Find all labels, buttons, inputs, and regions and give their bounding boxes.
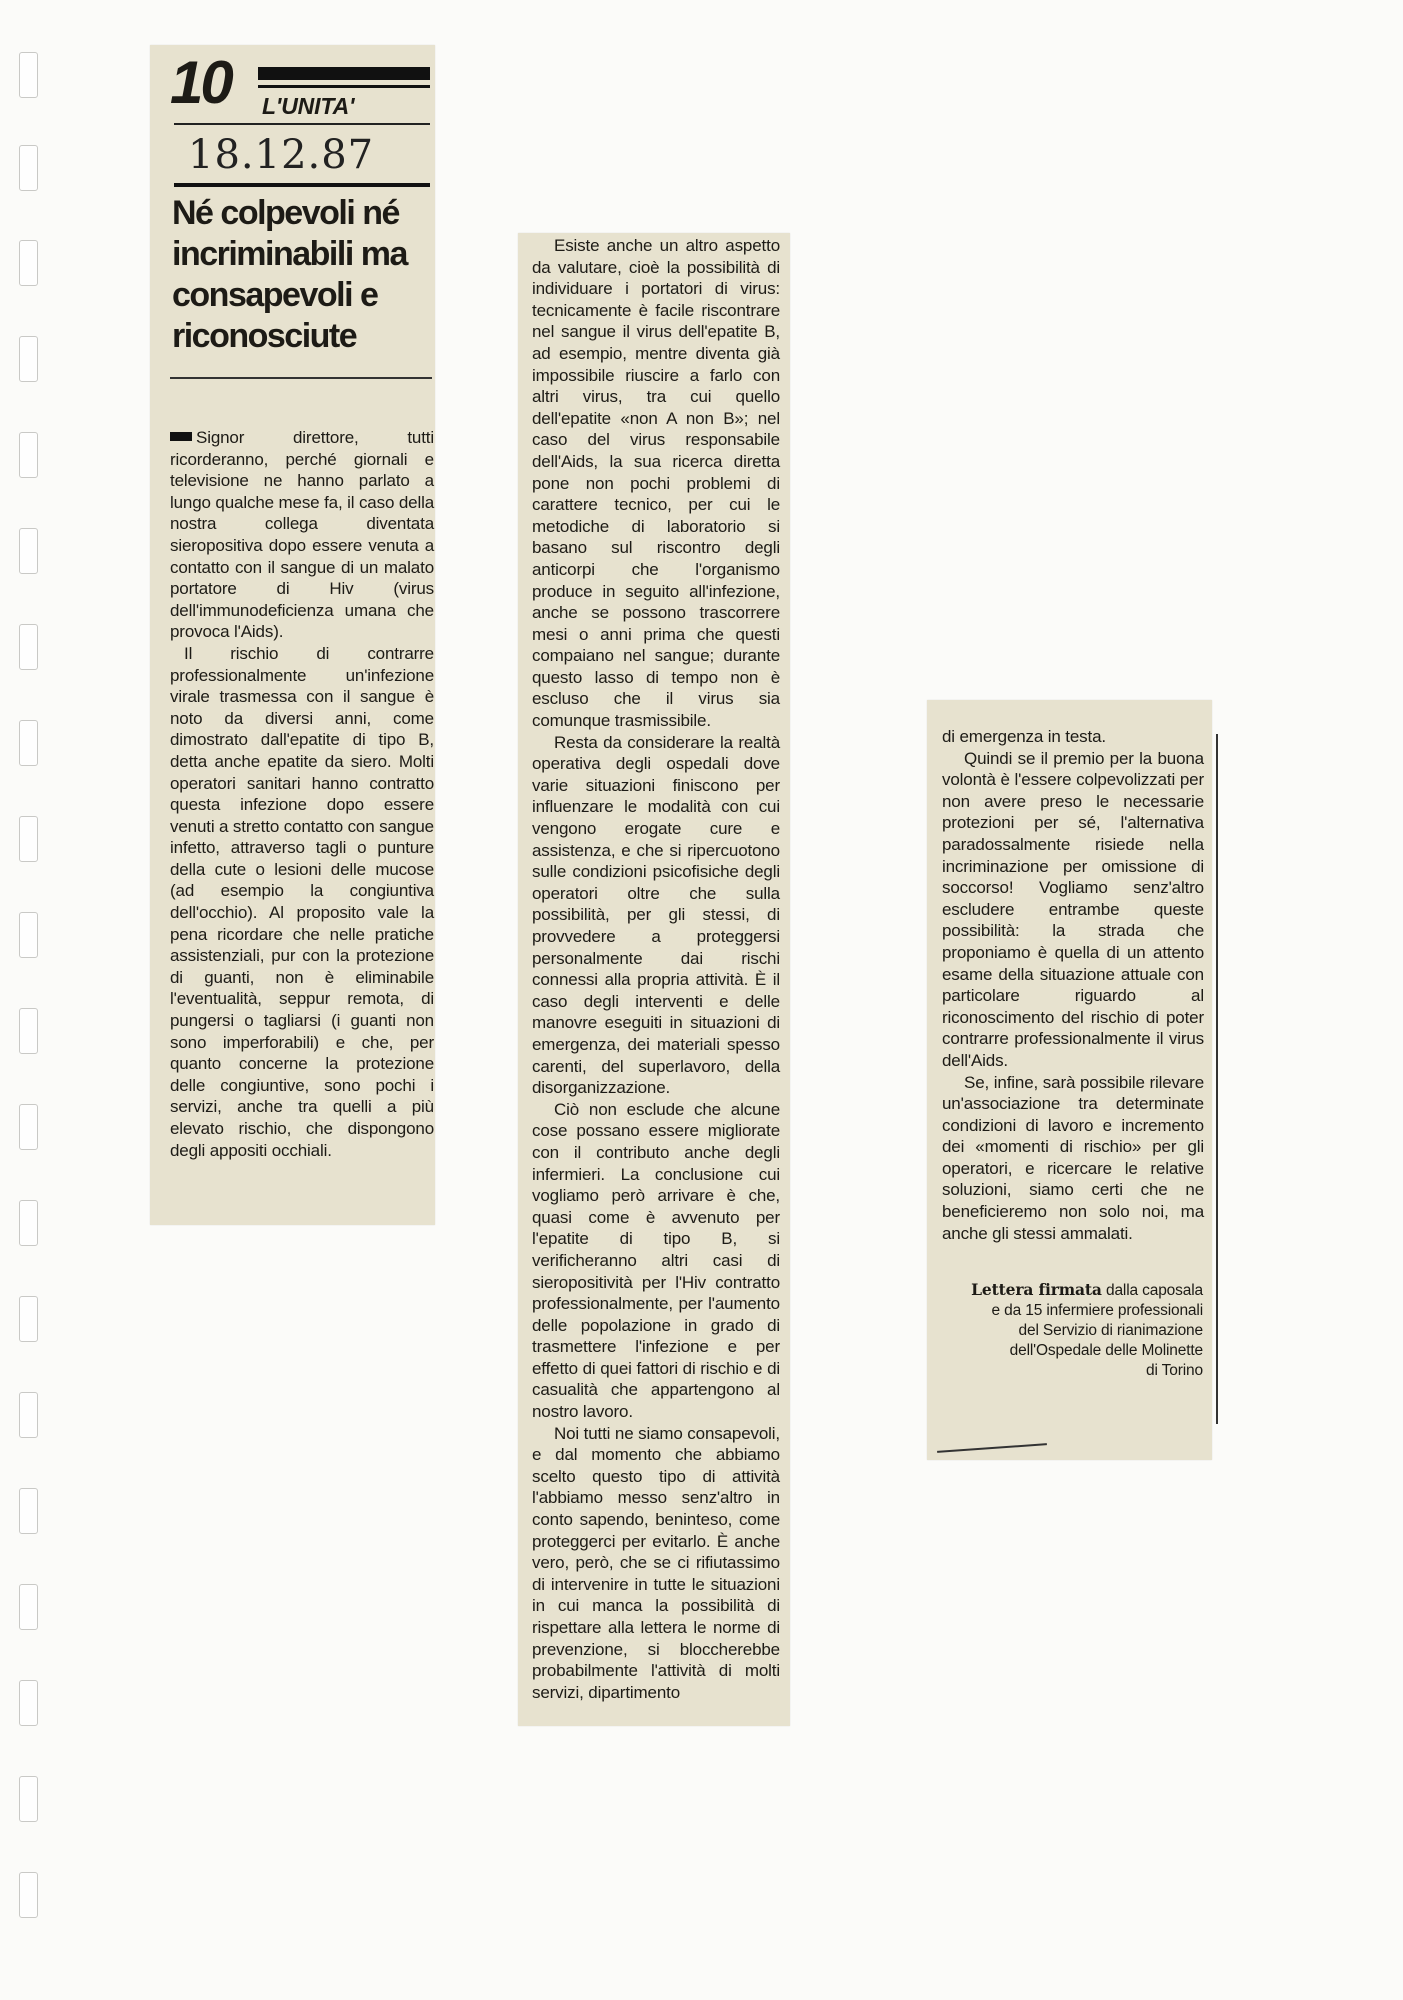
paragraph: Noi tutti ne siamo consapevoli, e dal momento che abbiamo scelto questo tipo di attività l'abbiamo messo senz'altro in conto sapendo, beninteso, come proteggerci per evitarlo. È anche vero, però, che se ci rifiutassimo di intervenire in tutte le situazioni in cui manca la possibilità di rispettare alla lettera le norme di prevenzione, si bloccherebbe probabilmente l'attività di molti servizi, dipartimento xyxy=(532,1423,780,1702)
divider xyxy=(174,183,430,187)
masthead-bar xyxy=(258,67,430,80)
page-number: 10 xyxy=(170,49,231,116)
binder-hole xyxy=(19,1872,38,1918)
binder-hole xyxy=(19,1776,38,1822)
signature-block xyxy=(927,1280,1203,1381)
signature-line: di Torino xyxy=(1146,1362,1203,1379)
masthead-rule xyxy=(258,85,430,88)
binder-hole xyxy=(19,1584,38,1630)
binder-hole xyxy=(19,1104,38,1150)
column-rule xyxy=(1216,734,1218,1424)
binder-hole xyxy=(19,1488,38,1534)
paragraph: Esiste anche un altro aspetto da valutare, cioè la possibilità di individuare i portatori di virus: tecnicamente è facile riscontrare nel sangue il virus dell'epatite B, ad esempio, mentre diventa già impossibile riuscire a farlo con altri virus, tra cui quello dell'epatite «non A non B»; nel caso del virus responsabile dell'Aids, la sua ricerca diretta pone non pochi problemi di carattere tecnico, per cui le metodiche di laboratorio si basano sul riscontro degli anticorpi che l'organismo produce in seguito all'infezione, anche se possono trascorrere mesi o anni prima che questi compaiano nel sangue; durante questo lasso di tempo non è escluso che il virus sia comunque trasmissibile. xyxy=(532,236,780,731)
clipping-1 xyxy=(150,45,435,1225)
binder-hole xyxy=(19,1200,38,1246)
paragraph: di emergenza in testa. xyxy=(942,727,1106,746)
divider xyxy=(174,123,430,125)
paragraph: Il rischio di contrarre professionalmente un'infezione virale trasmessa con il sangue è noto da diversi anni, come dimostrato dall'epatite di tipo B, detta anche epatite da siero. Molti operatori sanitari hanno contratto questa infezione dopo essere venuti a stretto contatto con sangue infetto, attraverso tagli o punture della cute o lesioni delle mucose (ad esempio la congiuntiva dell'occhio). Al proposito vale la pena ricordare che nelle pratiche assistenziali, pur con la protezione di guanti, non è eliminabile l'eventualità, seppur remota, di pungersi o tagliarsi (i guanti non sono imperforabili) e che, per quanto concerne la protezione delle congiuntive, sono pochi i servizi, anche tra quelli a più elevato rischio, che dispongono degli appositi occhiali. xyxy=(170,643,434,1160)
headline: Né colpevoli né incriminabili ma consapevoli e riconosciute xyxy=(172,194,407,355)
signature-line xyxy=(927,1280,1203,1301)
binder-hole xyxy=(19,240,38,286)
binder-hole xyxy=(19,1680,38,1726)
binder-hole xyxy=(19,336,38,382)
signature-label: Lettera firmata xyxy=(971,1280,1102,1299)
binder-hole xyxy=(19,912,38,958)
binder-hole xyxy=(19,1296,38,1342)
clipping-3 xyxy=(927,700,1212,1460)
signature-text: dalla caposala xyxy=(1105,1282,1203,1299)
handwritten-date: 18.12.87 xyxy=(188,132,375,178)
signature-line: del Servizio di rianimazione xyxy=(1018,1322,1203,1339)
paragraph xyxy=(170,427,434,643)
binder-hole xyxy=(19,720,38,766)
paragraph: Se, infine, sarà possibile rilevare un'associazione tra determinate condizioni di lavoro e incremento dei «momenti di rischio» per gli operatori, e ricercare le relative soluzioni, siamo certi che ne beneficieremo non solo noi, ma anche gli stessi ammalati. xyxy=(942,1072,1204,1243)
binder-hole xyxy=(19,624,38,670)
article-column xyxy=(532,235,780,1703)
binder-hole xyxy=(19,1392,38,1438)
binder-hole xyxy=(19,145,38,191)
divider xyxy=(170,377,432,379)
signature-line: e da 15 infermiere professionali xyxy=(991,1302,1203,1319)
signature-line: dell'Ospedale delle Molinette xyxy=(1009,1342,1203,1359)
paragraph: Quindi se il premio per la buona volontà è l'essere colpevolizzati per non avere preso le necessarie protezioni per sé, l'alternativa paradossalmente risiede nella incriminazione per omissione di soccorso! Vogliamo senz'altro escludere entrambe queste possibilità: la strada che proponiamo è quella di un attento esame della situazione attuale con particolare riguardo al riconoscimento del rischio di poter contrarre professionalmente il virus dell'Aids. xyxy=(942,748,1204,1070)
binder-hole xyxy=(19,432,38,478)
paragraph-text: Signor direttore, tutti ricorderanno, perché giornali e televisione ne hanno parlato a lungo qualche mese fa, il caso della nostra collega diventata sieropositiva dopo essere venuta a contatto con il sangue di un malato portatore di Hiv (virus dell'immunodeficienza umana che provoca l'Aids). xyxy=(170,428,434,642)
clipping-2 xyxy=(518,233,790,1726)
paragraph: Ciò non esclude che alcune cose possano essere migliorate con il contributo anche degli infermieri. La conclusione cui vogliamo però arrivare è che, quasi come è avvenuto per l'epatite di tipo B, si verificheranno altri casi di sieropositività per l'Hiv contratto professionalmente, per l'aumento delle popolazione in grado di trasmettere l'infezione e per effetto di quei fattori di rischio e di casualità che appartengono al nostro lavoro. xyxy=(532,1099,780,1422)
binder-hole xyxy=(19,816,38,862)
column-rule xyxy=(937,1443,1047,1453)
masthead-name: L'UNITA' xyxy=(262,93,355,119)
paragraph: Resta da considerare la realtà operativa degli ospedali dove varie situazioni finiscono per influenzare le modalità con cui vengono erogate cure e assistenza, e che si ripercuotono sulle condizioni psicofisiche degli operatori oltre che sulla possibilità, per gli stessi, di provvedere a proteggersi personalmente dai rischi connessi alla propria attività. È il caso degli interventi e delle manovre eseguiti in situazioni di emergenza, dei materiali spesso carenti, del superlavoro, della disorganizzazione. xyxy=(532,732,780,1098)
article-column xyxy=(942,726,1204,1244)
binder-hole xyxy=(19,528,38,574)
lead-mark xyxy=(170,432,192,441)
article-column xyxy=(170,427,434,1161)
binder-hole xyxy=(19,52,38,98)
binder-hole xyxy=(19,1008,38,1054)
